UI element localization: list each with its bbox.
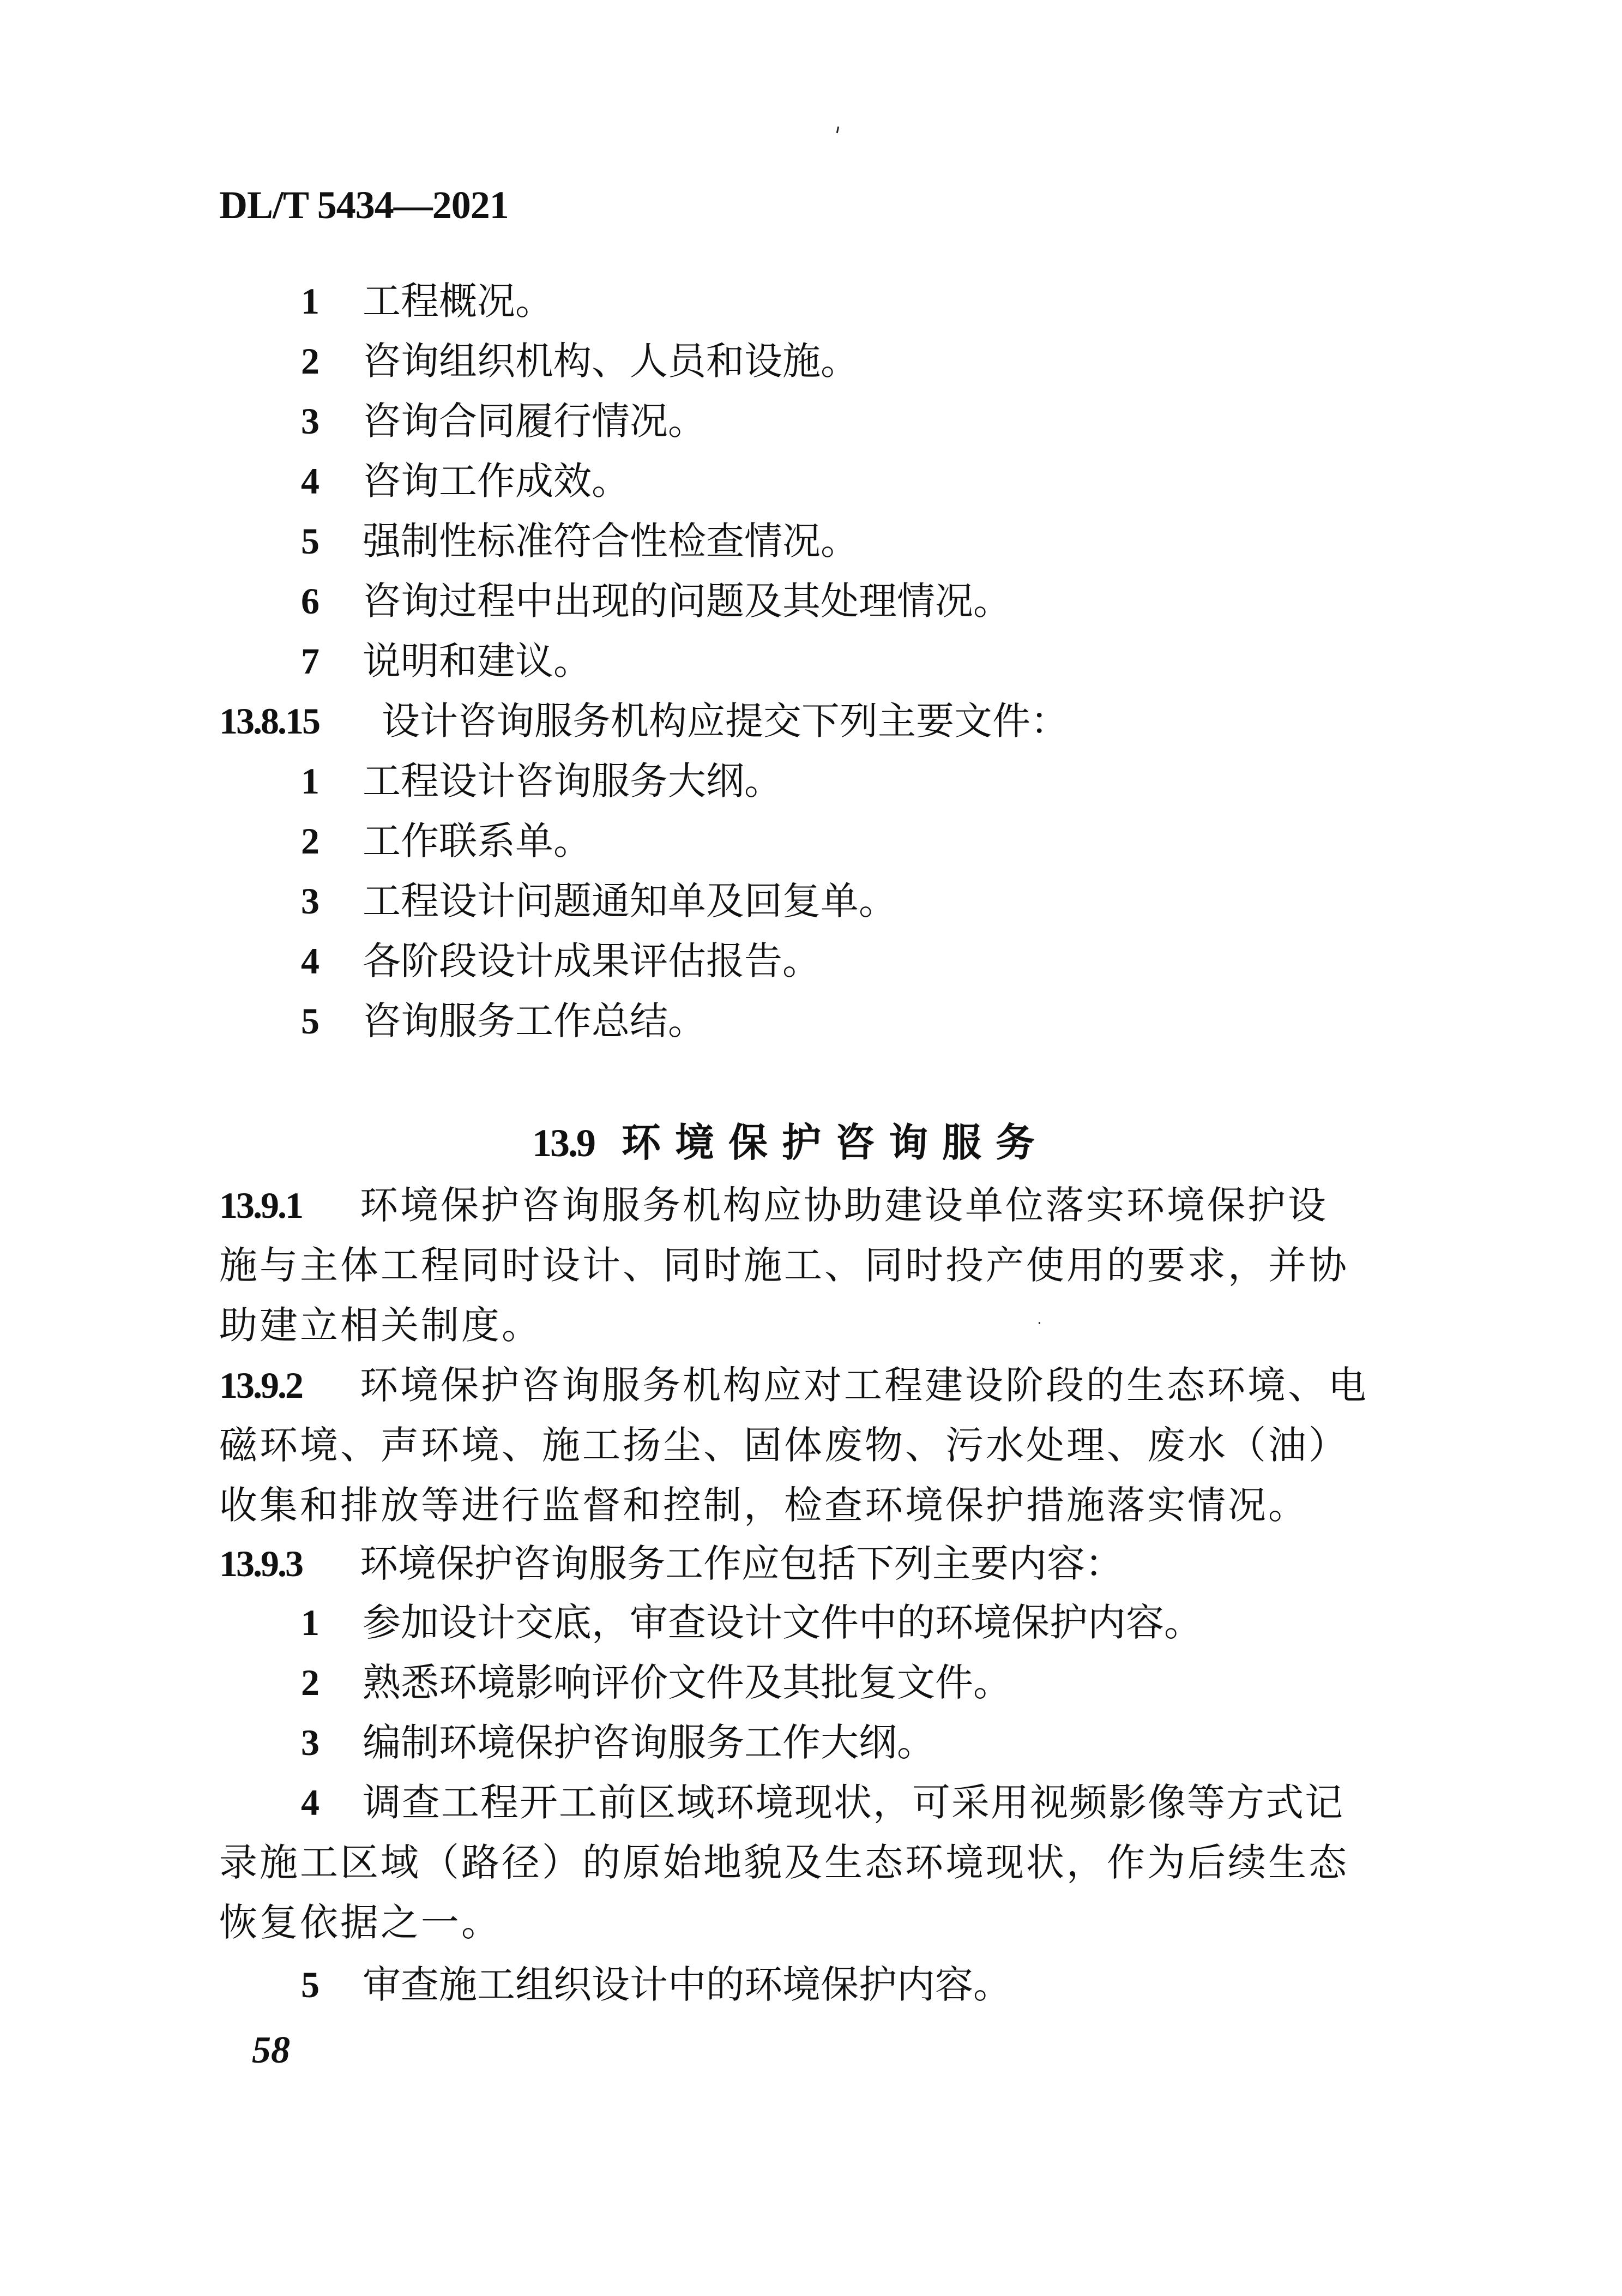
list-item-text-continued: 恢复依据之一。 [219,1900,502,1945]
list-item-text: 工程设计问题通知单及回复单。 [363,879,897,923]
scan-speck [836,127,839,133]
list-item-text: 咨询工作成效。 [363,459,630,503]
clause-number: 13.8.15 [219,700,319,742]
list-item-text: 工程设计咨询服务大纲。 [363,759,782,803]
clause-text-line: 助建立相关制度。 [219,1303,542,1348]
clause-number: 13.9.2 [219,1365,302,1406]
clause-text-line: 环境保护咨询服务机构应对工程建设阶段的生态环境、电 [360,1363,1368,1408]
clause-text-line: 施与主体工程同时设计、同时施工、同时投产使用的要求，并协 [219,1243,1349,1288]
list-item-number: 2 [301,340,319,382]
section-heading [0,1113,1581,1173]
clause-text-line: 环境保护咨询服务机构应协助建设单位落实环境保护设 [360,1183,1328,1228]
list-item-text: 调查工程开工前区域环境现状，可采用视频影像等方式记 [363,1780,1344,1825]
list-item-number: 4 [301,460,319,502]
list-item-number: 4 [301,940,319,982]
standard-code-header: DL/T 5434—2021 [219,183,509,227]
list-item-text: 工作联系单。 [363,819,592,863]
clause-text-line: 磁环境、声环境、施工扬尘、固体废物、污水处理、废水（油） [219,1423,1349,1468]
list-item-number: 3 [301,400,319,442]
clause-text-line: 收集和排放等进行监督和控制，检查环境保护措施落实情况。 [219,1483,1309,1528]
list-item-number: 1 [301,760,319,802]
clause-text: 设计咨询服务机构应提交下列主要文件： [382,699,1069,743]
list-item-text: 咨询服务工作总结。 [363,999,706,1043]
list-item-text: 工程概况。 [363,279,553,323]
list-item-number: 5 [301,1000,319,1042]
list-item-number: 2 [301,820,319,862]
list-item-number: 2 [301,1662,319,1703]
list-item-number: 1 [301,1602,319,1643]
list-item-text: 说明和建议。 [363,639,592,683]
section-number: 13.9 [532,1121,594,1165]
list-item-text: 参加设计交底，审查设计文件中的环境保护内容。 [363,1600,1202,1645]
list-item-number: 3 [301,1722,319,1763]
list-item-number: 7 [301,640,319,682]
list-item-text: 编制环境保护咨询服务工作大纲。 [363,1720,935,1765]
list-item-number: 3 [301,880,319,922]
list-item-text: 熟悉环境影响评价文件及其批复文件。 [363,1660,1011,1705]
list-item-text: 咨询合同履行情况。 [363,399,706,443]
list-item-text: 审查施工组织设计中的环境保护内容。 [363,1962,1011,2007]
list-item-number: 4 [301,1782,319,1823]
list-item-text: 各阶段设计成果评估报告。 [363,939,821,983]
clause-text: 环境保护咨询服务工作应包括下列主要内容： [360,1541,1123,1586]
list-item-number: 6 [301,580,319,622]
list-item-text: 强制性标准符合性检查情况。 [363,519,859,563]
list-item-number: 1 [301,280,319,322]
list-item-text: 咨询过程中出现的问题及其处理情况。 [363,579,1011,623]
section-title: 环境保护咨询服务 [621,1120,1049,1165]
list-item-number: 5 [301,520,319,562]
clause-number: 13.9.3 [219,1543,302,1584]
clause-number: 13.9.1 [219,1185,302,1226]
page-number: 58 [252,2029,290,2071]
list-item-number: 5 [301,1964,319,2005]
list-item-text: 咨询组织机构、人员和设施。 [363,339,859,383]
list-item-text-continued: 录施工区域（路径）的原始地貌及生态环境现状，作为后续生态 [219,1840,1349,1885]
